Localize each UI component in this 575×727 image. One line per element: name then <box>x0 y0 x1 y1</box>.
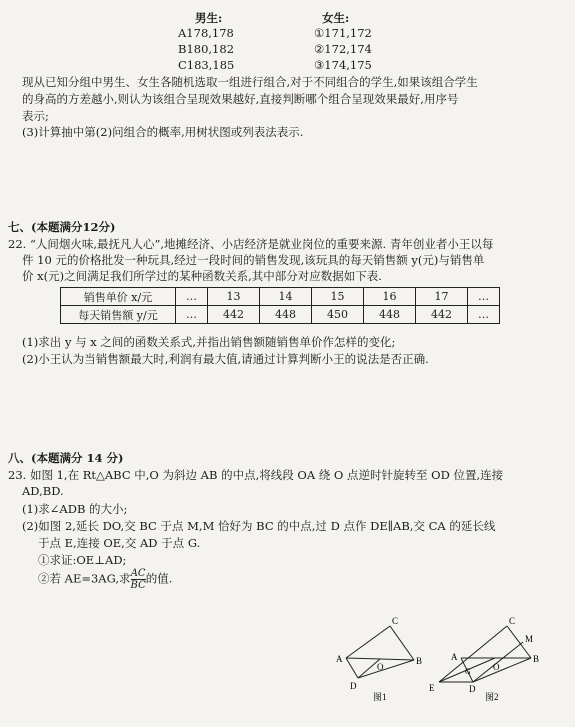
segment-db <box>358 660 414 678</box>
table-cell: … <box>468 288 500 306</box>
label-d: D <box>469 684 476 694</box>
label-o: O <box>377 662 384 672</box>
figure-1 <box>330 612 435 702</box>
table-row <box>61 306 500 324</box>
table-cell: 442 <box>416 306 468 324</box>
label-d: D <box>350 681 357 691</box>
table-cell: 448 <box>260 306 312 324</box>
fig2-caption: 图2 <box>485 692 499 702</box>
girls-group-3: ③174,175 <box>314 58 372 72</box>
q23-part1: (1)求∠ADB 的大小; <box>22 502 128 516</box>
table-cell: … <box>176 306 208 324</box>
q21-paragraph-line2: 的身高的方差越小,则认为该组合呈现效果越好,直接判断哪个组合呈现效果最好,用序号 <box>22 92 459 106</box>
label-c: C <box>392 616 399 626</box>
girls-group-1: ①171,172 <box>314 26 372 40</box>
fig1-caption: 图1 <box>373 692 387 702</box>
section8-heading: 八、(本题满分 14 分) <box>8 451 124 465</box>
table-cell: 16 <box>364 288 416 306</box>
sales-table <box>60 287 500 324</box>
q22-part2: (2)小王认为当销售额最大时,利润有最大值,请通过计算判断小王的说法是否正确. <box>22 352 429 366</box>
table-cell: … <box>468 306 500 324</box>
q23-part2-line1: (2)如图 2,延长 DO,交 BC 于点 M,M 恰好为 BC 的中点,过 D 点作 DE∥AB,交 CA 的延长线 <box>22 519 496 533</box>
table-cell: 450 <box>312 306 364 324</box>
table-cell: … <box>176 288 208 306</box>
segment-cb <box>390 626 414 660</box>
label-c: C <box>509 616 516 626</box>
label-o: O <box>493 662 500 672</box>
fraction-numerator: AC <box>130 568 146 579</box>
q22-line2: 件 10 元的价格批发一种玩具,经过一段时间的销售发现,该玩具的每天销售额 y(元)与销售单 <box>22 253 485 267</box>
table-cell: 13 <box>208 288 260 306</box>
boys-group-b: B180,182 <box>178 42 235 56</box>
table-cell: 15 <box>312 288 364 306</box>
q23-line1: 23. 如图 1,在 Rt△ABC 中,O 为斜边 AB 的中点,将线段 OA 绕 O 点逆时针旋转至 OD 位置,连接 <box>8 468 504 482</box>
segment-ec <box>439 626 507 682</box>
q21-part3: (3)计算抽中第(2)问组合的概率,用树状图或列表法表示. <box>22 125 304 139</box>
row-label: 销售单价 x/元 <box>61 288 176 306</box>
q21-paragraph-line3: 表示; <box>22 109 49 123</box>
segment-ad <box>346 658 358 678</box>
q21-paragraph-line1: 现从已知分组中男生、女生各随机选取一组进行组合,对于不同组合的学生,如果该组合学生 <box>22 75 478 89</box>
table-cell: 442 <box>208 306 260 324</box>
label-a: A <box>451 652 458 662</box>
q23-sub2-prefix: ②若 AE=3AG,求 <box>38 571 131 586</box>
segment-ac <box>346 626 390 658</box>
girls-group-2: ②172,174 <box>314 42 372 56</box>
table-cell: 448 <box>364 306 416 324</box>
label-b: B <box>416 656 423 666</box>
table-row <box>61 288 500 306</box>
label-b: B <box>533 654 540 664</box>
segment-db <box>473 658 531 682</box>
girls-header: 女生: <box>322 11 350 25</box>
fraction-ac-over-bc <box>131 568 146 591</box>
label-a: A <box>336 654 343 664</box>
boys-header: 男生: <box>195 11 223 25</box>
fraction-denominator: BC <box>130 580 146 591</box>
figure-2 <box>425 612 550 702</box>
table-cell: 17 <box>416 288 468 306</box>
q22-part1: (1)求出 y 与 x 之间的函数关系式,并指出销售额随销售单价作怎样的变化; <box>22 335 396 349</box>
q23-line2: AD,BD. <box>22 484 64 498</box>
table-cell: 14 <box>260 288 312 306</box>
section7-heading: 七、(本题满分12分) <box>8 220 116 234</box>
row-label: 每天销售额 y/元 <box>61 306 176 324</box>
label-e: E <box>429 683 435 693</box>
q23-sub2 <box>38 568 172 591</box>
q23-sub2-suffix: 的值. <box>145 571 173 586</box>
boys-group-c: C183,185 <box>178 58 235 72</box>
q23-part2-line2: 于点 E,连接 OE,交 AD 于点 G. <box>38 536 201 550</box>
q23-sub1: ①求证:OE⊥AD; <box>38 553 127 567</box>
label-m: M <box>525 634 534 644</box>
boys-group-a: A178,178 <box>178 26 234 40</box>
label-g: G <box>465 667 471 676</box>
q22-line1: 22. “人间烟火味,最抚凡人心”,地摊经济、小店经济是就业岗位的重要来源. 青年创业者小王以每 <box>8 237 494 251</box>
q22-line3: 价 x(元)之间满足我们所学过的某种函数关系,其中部分对应数据如下表. <box>22 269 382 283</box>
